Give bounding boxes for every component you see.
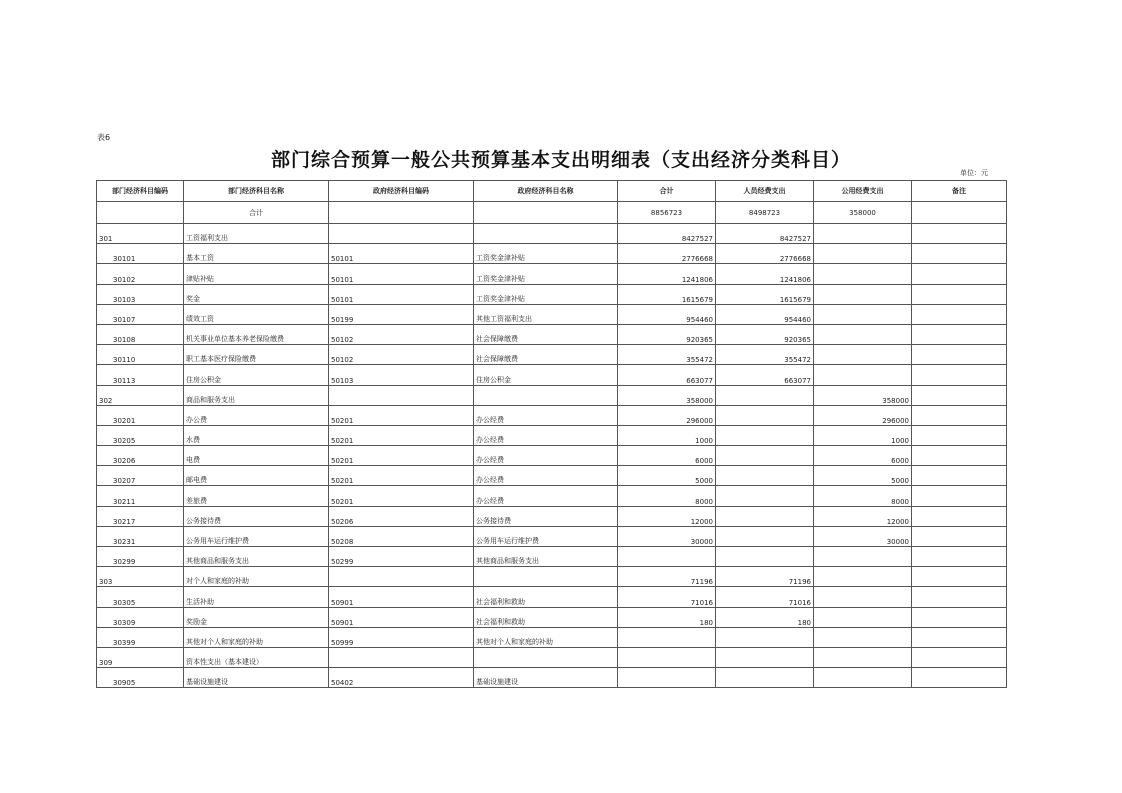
row-note [912, 264, 1007, 284]
col-header-gov-name: 政府经济科目名称 [474, 181, 618, 202]
row-gov-name: 办公经费 [474, 466, 618, 486]
table-row [97, 264, 1007, 284]
row-public [814, 647, 912, 667]
row-gov-name: 办公经费 [474, 425, 618, 445]
row-personnel: 1241806 [716, 264, 814, 284]
row-code: 30205 [97, 425, 184, 445]
row-gov-code: 50199 [329, 304, 474, 324]
col-header-dept-code: 部门经济科目编码 [97, 181, 184, 202]
row-name: 奖金 [184, 284, 329, 304]
table-row [97, 284, 1007, 304]
row-name: 津贴补贴 [184, 264, 329, 284]
row-total: 920365 [618, 324, 716, 344]
table-row [97, 506, 1007, 526]
row-code: 30231 [97, 526, 184, 546]
row-name: 公务接待费 [184, 506, 329, 526]
row-gov-name: 其他对个人和家庭的补助 [474, 627, 618, 647]
row-note [912, 627, 1007, 647]
row-public [814, 324, 912, 344]
total-public: 358000 [814, 202, 912, 224]
row-total: 663077 [618, 365, 716, 385]
row-gov-code: 50208 [329, 526, 474, 546]
row-name: 机关事业单位基本养老保险缴费 [184, 324, 329, 344]
row-gov-name: 办公经费 [474, 405, 618, 425]
col-header-note: 备注 [912, 181, 1007, 202]
row-gov-name [474, 224, 618, 244]
row-note [912, 547, 1007, 567]
row-note [912, 668, 1007, 688]
row-public [814, 567, 912, 587]
row-gov-name: 社会保障缴费 [474, 324, 618, 344]
row-personnel [716, 486, 814, 506]
row-total: 358000 [618, 385, 716, 405]
col-header-public: 公用经费支出 [814, 181, 912, 202]
total-personnel: 8498723 [716, 202, 814, 224]
total-amount: 8856723 [618, 202, 716, 224]
row-total [618, 627, 716, 647]
row-note [912, 365, 1007, 385]
unit-label: 单位：元 [960, 169, 988, 177]
row-public: 6000 [814, 446, 912, 466]
row-gov-name: 社会福利和救助 [474, 607, 618, 627]
table-row [97, 345, 1007, 365]
row-gov-code [329, 567, 474, 587]
row-public [814, 668, 912, 688]
row-gov-code: 50206 [329, 506, 474, 526]
row-name: 基础设施建设 [184, 668, 329, 688]
row-public: 358000 [814, 385, 912, 405]
row-note [912, 324, 1007, 344]
row-code: 30110 [97, 345, 184, 365]
row-public [814, 345, 912, 365]
table-row [97, 405, 1007, 425]
row-gov-code: 50402 [329, 668, 474, 688]
table-row [97, 365, 1007, 385]
row-code: 30299 [97, 547, 184, 567]
row-total: 1615679 [618, 284, 716, 304]
row-gov-name: 工资奖金津补贴 [474, 264, 618, 284]
total-cell-gcode [329, 202, 474, 224]
total-cell-code [97, 202, 184, 224]
table-row [97, 627, 1007, 647]
row-total: 1000 [618, 425, 716, 445]
row-code: 30206 [97, 446, 184, 466]
row-code: 30102 [97, 264, 184, 284]
table-row [97, 668, 1007, 688]
row-note [912, 526, 1007, 546]
row-note [912, 466, 1007, 486]
row-total [618, 647, 716, 667]
row-code: 30211 [97, 486, 184, 506]
row-public: 1000 [814, 425, 912, 445]
row-public [814, 607, 912, 627]
row-total: 355472 [618, 345, 716, 365]
row-total: 8427527 [618, 224, 716, 244]
row-total [618, 547, 716, 567]
row-gov-name: 工资奖金津补贴 [474, 244, 618, 264]
row-name: 商品和服务支出 [184, 385, 329, 405]
col-header-total: 合计 [618, 181, 716, 202]
total-row [97, 202, 1007, 224]
row-code: 309 [97, 647, 184, 667]
row-code: 30201 [97, 405, 184, 425]
row-public [814, 284, 912, 304]
table-row [97, 567, 1007, 587]
col-header-personnel: 人员经费支出 [716, 181, 814, 202]
table-row [97, 446, 1007, 466]
row-note [912, 607, 1007, 627]
row-total: 954460 [618, 304, 716, 324]
row-gov-code: 50299 [329, 547, 474, 567]
row-personnel: 8427527 [716, 224, 814, 244]
row-gov-name: 其他商品和服务支出 [474, 547, 618, 567]
row-gov-name: 社会保障缴费 [474, 345, 618, 365]
row-name: 办公费 [184, 405, 329, 425]
row-personnel [716, 446, 814, 466]
row-gov-code [329, 647, 474, 667]
row-name: 其他对个人和家庭的补助 [184, 627, 329, 647]
row-gov-name [474, 647, 618, 667]
row-gov-name: 公务用车运行维护费 [474, 526, 618, 546]
row-gov-code: 50201 [329, 405, 474, 425]
row-public [814, 587, 912, 607]
row-personnel: 1615679 [716, 284, 814, 304]
row-total: 180 [618, 607, 716, 627]
row-public [814, 304, 912, 324]
row-code: 30905 [97, 668, 184, 688]
row-name: 住房公积金 [184, 365, 329, 385]
table-number: 表6 [97, 133, 111, 142]
row-note [912, 304, 1007, 324]
row-code: 30107 [97, 304, 184, 324]
row-gov-code: 50901 [329, 607, 474, 627]
budget-table [96, 180, 1007, 688]
row-gov-code: 50201 [329, 486, 474, 506]
table-row [97, 466, 1007, 486]
table-row [97, 385, 1007, 405]
row-gov-code: 50201 [329, 446, 474, 466]
row-code: 303 [97, 567, 184, 587]
row-total: 2776668 [618, 244, 716, 264]
row-gov-code [329, 385, 474, 405]
row-personnel [716, 526, 814, 546]
row-note [912, 284, 1007, 304]
row-personnel [716, 627, 814, 647]
row-public [814, 224, 912, 244]
page-title: 部门综合预算一般公共预算基本支出明细表（支出经济分类科目） [270, 149, 851, 171]
row-code: 30305 [97, 587, 184, 607]
row-personnel [716, 506, 814, 526]
row-public [814, 365, 912, 385]
table-row [97, 547, 1007, 567]
row-note [912, 486, 1007, 506]
row-public: 12000 [814, 506, 912, 526]
table-row [97, 587, 1007, 607]
row-code: 30207 [97, 466, 184, 486]
row-total [618, 668, 716, 688]
row-personnel: 180 [716, 607, 814, 627]
row-personnel: 663077 [716, 365, 814, 385]
row-public: 30000 [814, 526, 912, 546]
row-gov-name [474, 567, 618, 587]
row-code: 30108 [97, 324, 184, 344]
total-label: 合计 [184, 202, 329, 224]
row-gov-name: 住房公积金 [474, 365, 618, 385]
row-code: 301 [97, 224, 184, 244]
total-cell-gname [474, 202, 618, 224]
row-gov-code: 50201 [329, 425, 474, 445]
col-header-gov-code: 政府经济科目编码 [329, 181, 474, 202]
row-note [912, 506, 1007, 526]
table-row [97, 425, 1007, 445]
row-name: 奖励金 [184, 607, 329, 627]
row-gov-code: 50101 [329, 264, 474, 284]
row-gov-code: 50901 [329, 587, 474, 607]
row-code: 30103 [97, 284, 184, 304]
row-personnel [716, 385, 814, 405]
row-total: 12000 [618, 506, 716, 526]
header-row [97, 181, 1007, 202]
row-gov-name: 办公经费 [474, 446, 618, 466]
row-gov-name: 公务接待费 [474, 506, 618, 526]
row-name: 电费 [184, 446, 329, 466]
row-gov-name: 基础设施建设 [474, 668, 618, 688]
row-total: 1241806 [618, 264, 716, 284]
row-personnel [716, 405, 814, 425]
row-total: 6000 [618, 446, 716, 466]
row-note [912, 647, 1007, 667]
row-note [912, 244, 1007, 264]
row-name: 差旅费 [184, 486, 329, 506]
row-total: 8000 [618, 486, 716, 506]
row-personnel: 71196 [716, 567, 814, 587]
row-name: 公务用车运行维护费 [184, 526, 329, 546]
row-personnel [716, 668, 814, 688]
row-note [912, 405, 1007, 425]
row-public: 296000 [814, 405, 912, 425]
row-gov-code: 50102 [329, 345, 474, 365]
row-note [912, 345, 1007, 365]
row-note [912, 446, 1007, 466]
table-row [97, 324, 1007, 344]
row-gov-code: 50103 [329, 365, 474, 385]
table-row [97, 486, 1007, 506]
row-gov-code: 50101 [329, 284, 474, 304]
row-personnel [716, 647, 814, 667]
row-note [912, 587, 1007, 607]
row-note [912, 224, 1007, 244]
row-name: 资本性支出（基本建设） [184, 647, 329, 667]
row-note [912, 567, 1007, 587]
row-public [814, 244, 912, 264]
row-personnel: 2776668 [716, 244, 814, 264]
row-gov-code: 50201 [329, 466, 474, 486]
row-name: 基本工资 [184, 244, 329, 264]
row-code: 30101 [97, 244, 184, 264]
row-personnel: 355472 [716, 345, 814, 365]
row-public [814, 547, 912, 567]
total-cell-note [912, 202, 1007, 224]
row-name: 职工基本医疗保险缴费 [184, 345, 329, 365]
row-gov-name [474, 385, 618, 405]
row-total: 71016 [618, 587, 716, 607]
row-gov-name: 社会福利和救助 [474, 587, 618, 607]
row-gov-code: 50999 [329, 627, 474, 647]
table-row [97, 304, 1007, 324]
row-gov-name: 办公经费 [474, 486, 618, 506]
row-personnel [716, 425, 814, 445]
row-code: 30217 [97, 506, 184, 526]
table-row [97, 224, 1007, 244]
row-personnel: 71016 [716, 587, 814, 607]
row-personnel [716, 466, 814, 486]
row-note [912, 385, 1007, 405]
row-code: 30309 [97, 607, 184, 627]
table-row [97, 244, 1007, 264]
col-header-dept-name: 部门经济科目名称 [184, 181, 329, 202]
row-gov-code: 50101 [329, 244, 474, 264]
row-name: 水费 [184, 425, 329, 445]
row-code: 30399 [97, 627, 184, 647]
row-personnel: 920365 [716, 324, 814, 344]
row-name: 工资福利支出 [184, 224, 329, 244]
row-public: 8000 [814, 486, 912, 506]
row-gov-name: 其他工资福利支出 [474, 304, 618, 324]
row-name: 其他商品和服务支出 [184, 547, 329, 567]
table-row [97, 647, 1007, 667]
row-total: 71196 [618, 567, 716, 587]
row-name: 绩效工资 [184, 304, 329, 324]
row-total: 5000 [618, 466, 716, 486]
table-row [97, 607, 1007, 627]
row-total: 296000 [618, 405, 716, 425]
row-personnel [716, 547, 814, 567]
row-gov-name: 工资奖金津补贴 [474, 284, 618, 304]
row-total: 30000 [618, 526, 716, 546]
row-public [814, 264, 912, 284]
table-row [97, 526, 1007, 546]
row-name: 邮电费 [184, 466, 329, 486]
row-public: 5000 [814, 466, 912, 486]
row-personnel: 954460 [716, 304, 814, 324]
row-name: 对个人和家庭的补助 [184, 567, 329, 587]
row-code: 30113 [97, 365, 184, 385]
row-note [912, 425, 1007, 445]
row-name: 生活补助 [184, 587, 329, 607]
row-gov-code: 50102 [329, 324, 474, 344]
row-public [814, 627, 912, 647]
row-code: 302 [97, 385, 184, 405]
row-gov-code [329, 224, 474, 244]
